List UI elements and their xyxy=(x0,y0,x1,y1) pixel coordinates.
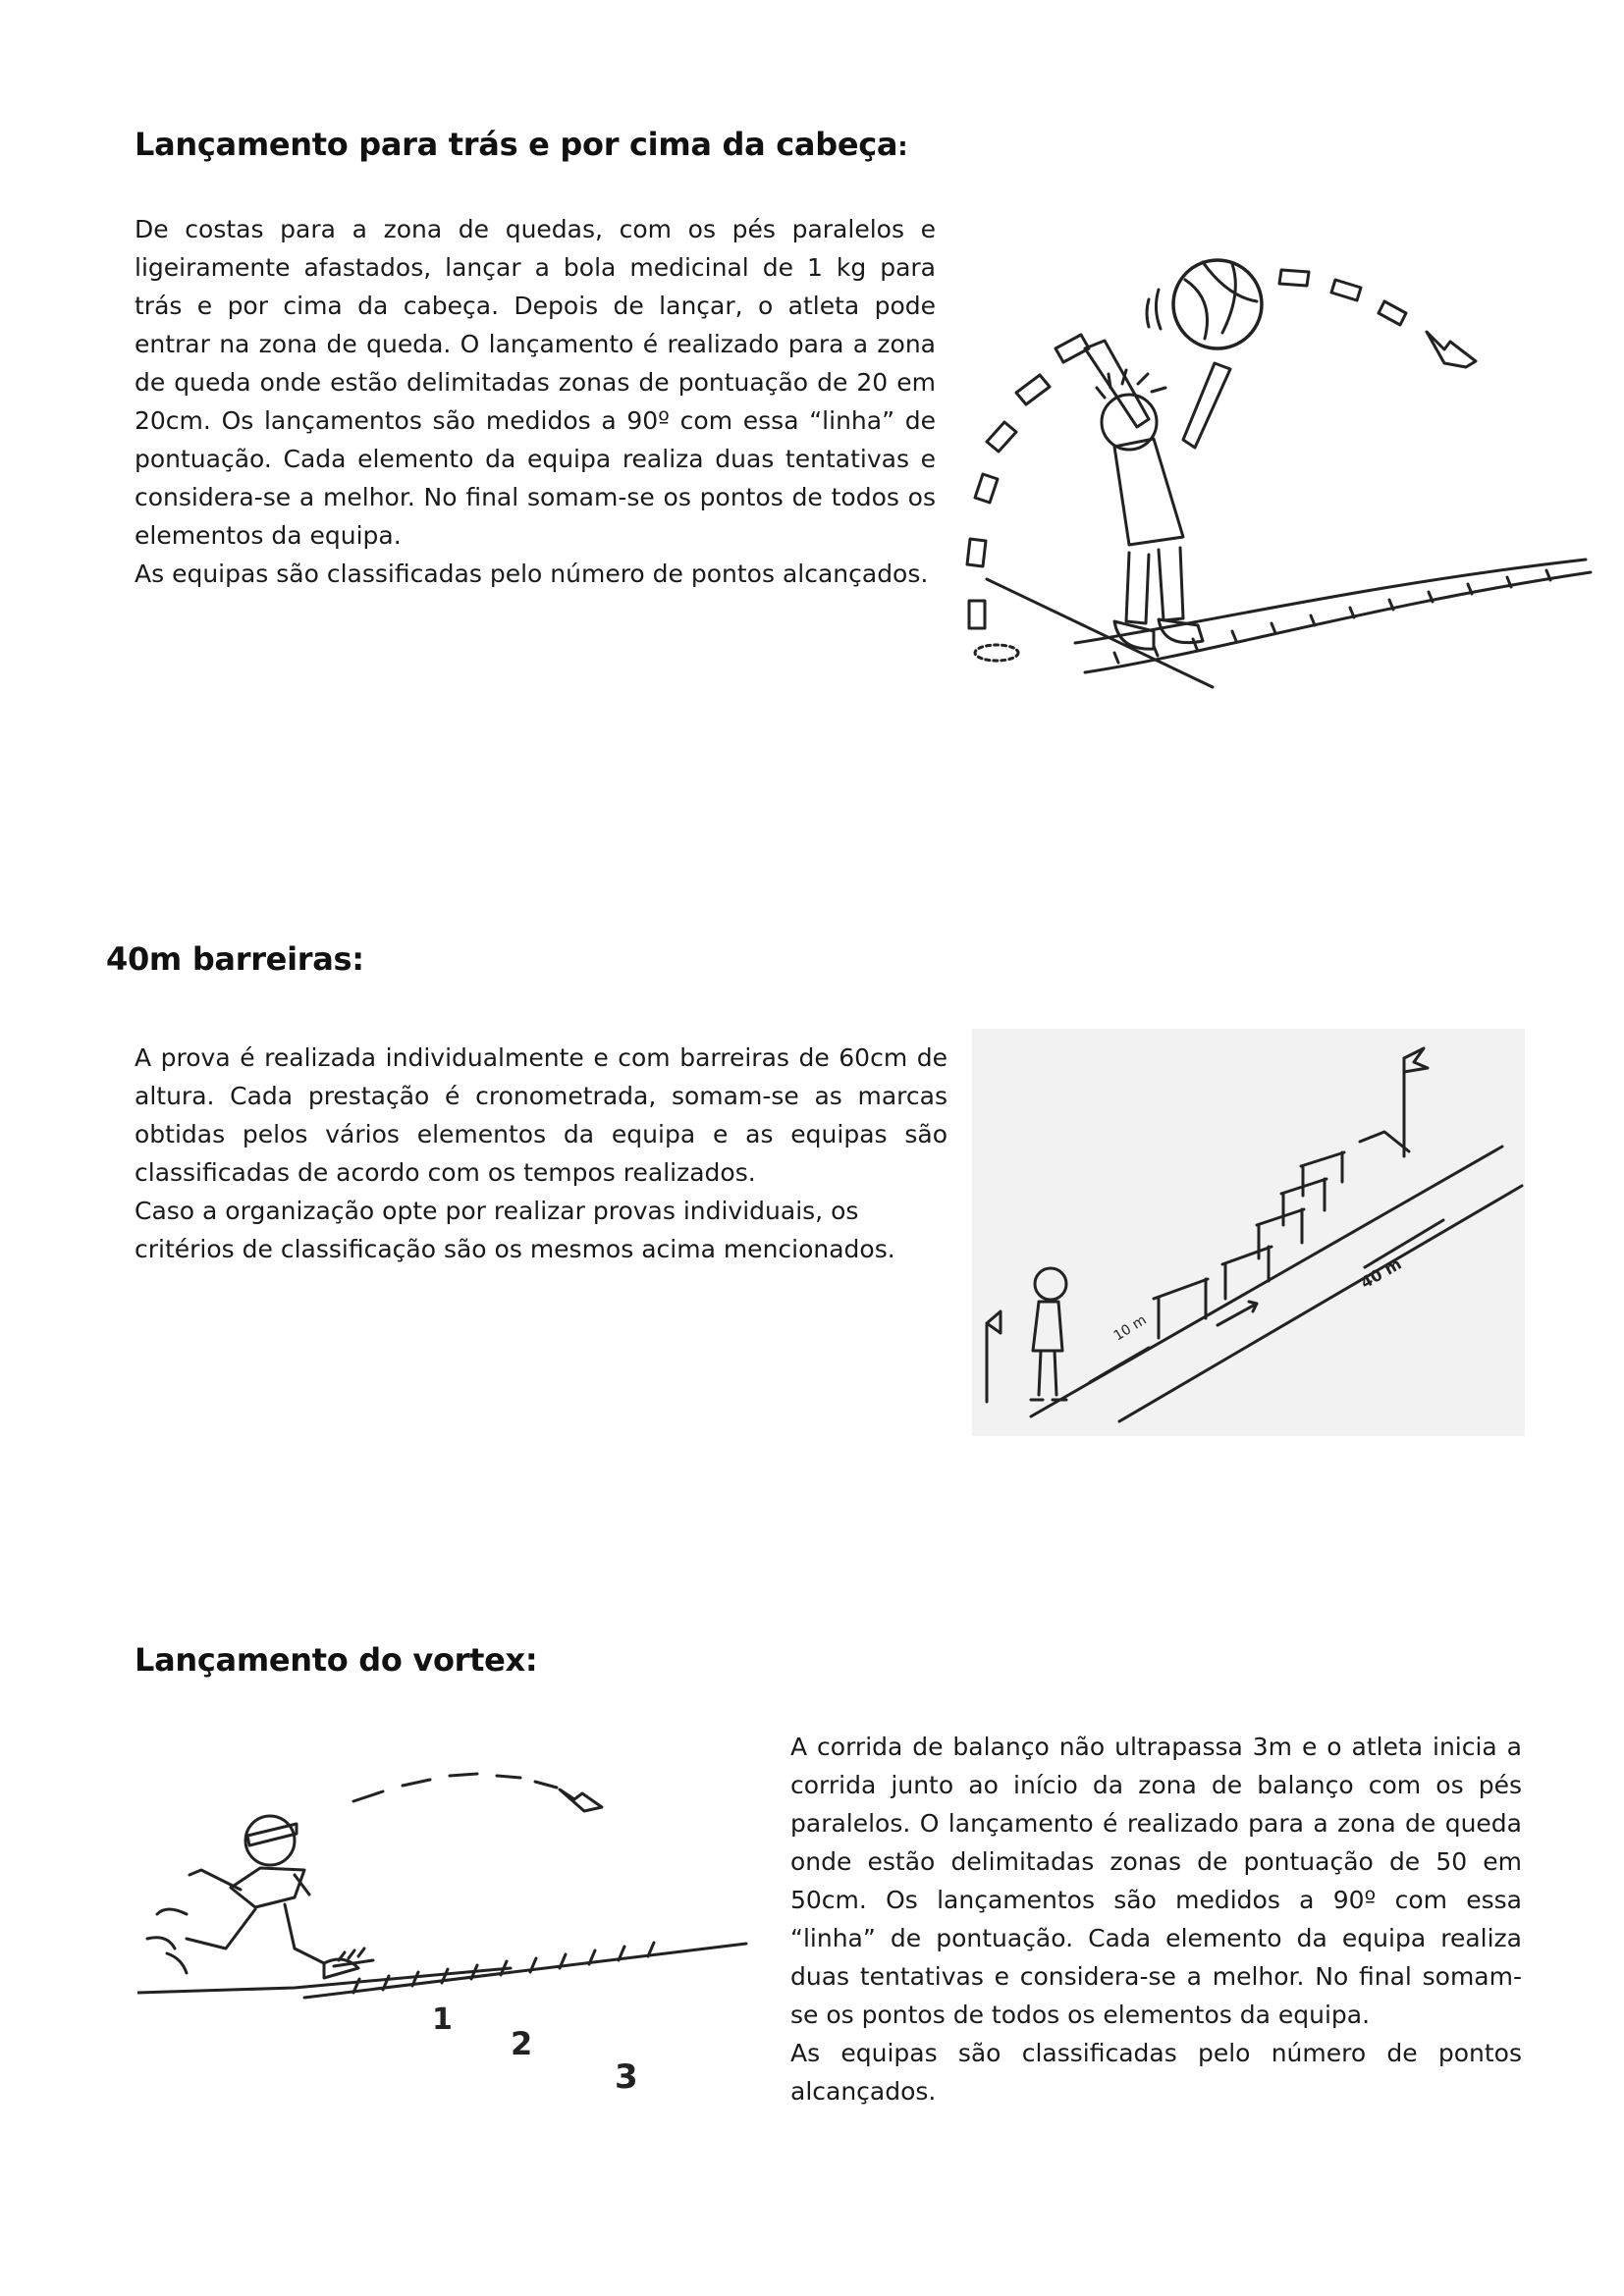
distance-label-10m: 10 m xyxy=(1110,1311,1150,1345)
paragraph-rules: A prova é realizada individualmente e com barreiras de 60cm de altura. Cada prestação é cronometrada, somam-se as marcas obtidas pelos vários elementos da equipa e as equipas são classificadas de acordo com os tempos realizados. xyxy=(135,1043,947,1187)
zone-label-1: 1 xyxy=(432,2002,453,2037)
backward-throw-illustration xyxy=(957,240,1596,692)
hurdles-illustration xyxy=(972,1029,1525,1436)
section-title-colon: : xyxy=(897,133,908,162)
paragraph-ranking: As equipas são classificadas pelo número de pontos alcançados. xyxy=(135,560,929,588)
paragraph-rules: De costas para a zona de quedas, com os pés paralelos e ligeiramente afastados, lançar a bola medicinal de 1 kg para trás e por cima da cabeça. Depois de lançar, o atleta pode entrar na zona de queda. O lançamento é realizado para a zona de queda onde estão delimitadas zonas de pontuação de 20 em 20cm. Os lançamentos são medidos a 90º com essa “linha” de pontuação. Cada elemento da equipa realiza duas tentativas e considera-se a melhor. No final somam-se os pontos de todos os elementos da equipa. xyxy=(135,215,936,550)
zone-label-3: 3 xyxy=(615,2057,638,2097)
section-title-vortex-throw: Lançamento do vortex: xyxy=(135,1641,538,1679)
section-body-backward-throw xyxy=(135,210,936,593)
section-title-backward-throw xyxy=(135,126,907,163)
section-title-text: Lançamento para trás e por cima da cabeça xyxy=(135,126,898,163)
paragraph-rules: A corrida de balanço não ultrapassa 3m e o atleta inicia a corrida junto ao início da zona de balanço com os pés paralelos. O lançamento é realizado para a zona de queda onde estão delimitadas zonas de pontuação de 50 em 50cm. Os lançamentos são medidos a 90º com essa “linha” de pontuação. Cada elemento da equipa realiza duas tentativas e considera-se a melhor. No final somam-se os pontos de todos os elementos da equipa. xyxy=(790,1733,1522,2029)
section-body-vortex-throw xyxy=(790,1728,1522,2110)
hurdles-drawing xyxy=(972,1029,1525,1436)
backward-throw-drawing xyxy=(957,240,1596,692)
section-title-40m-hurdles: 40m barreiras: xyxy=(106,940,364,978)
zone-label-2: 2 xyxy=(511,2025,533,2062)
section-body-40m-hurdles xyxy=(135,1039,947,1268)
distance-label-40m: 40 m xyxy=(1357,1254,1405,1293)
vortex-throw-illustration xyxy=(137,1742,776,2115)
paragraph-ranking: As equipas são classificadas pelo número de pontos alcançados. xyxy=(790,2039,1522,2106)
paragraph-individual-criteria: Caso a organização opte por realizar provas individuais, os critérios de classificação são os mesmos acima mencionados. xyxy=(135,1197,895,1263)
vortex-throw-drawing xyxy=(137,1742,776,2115)
